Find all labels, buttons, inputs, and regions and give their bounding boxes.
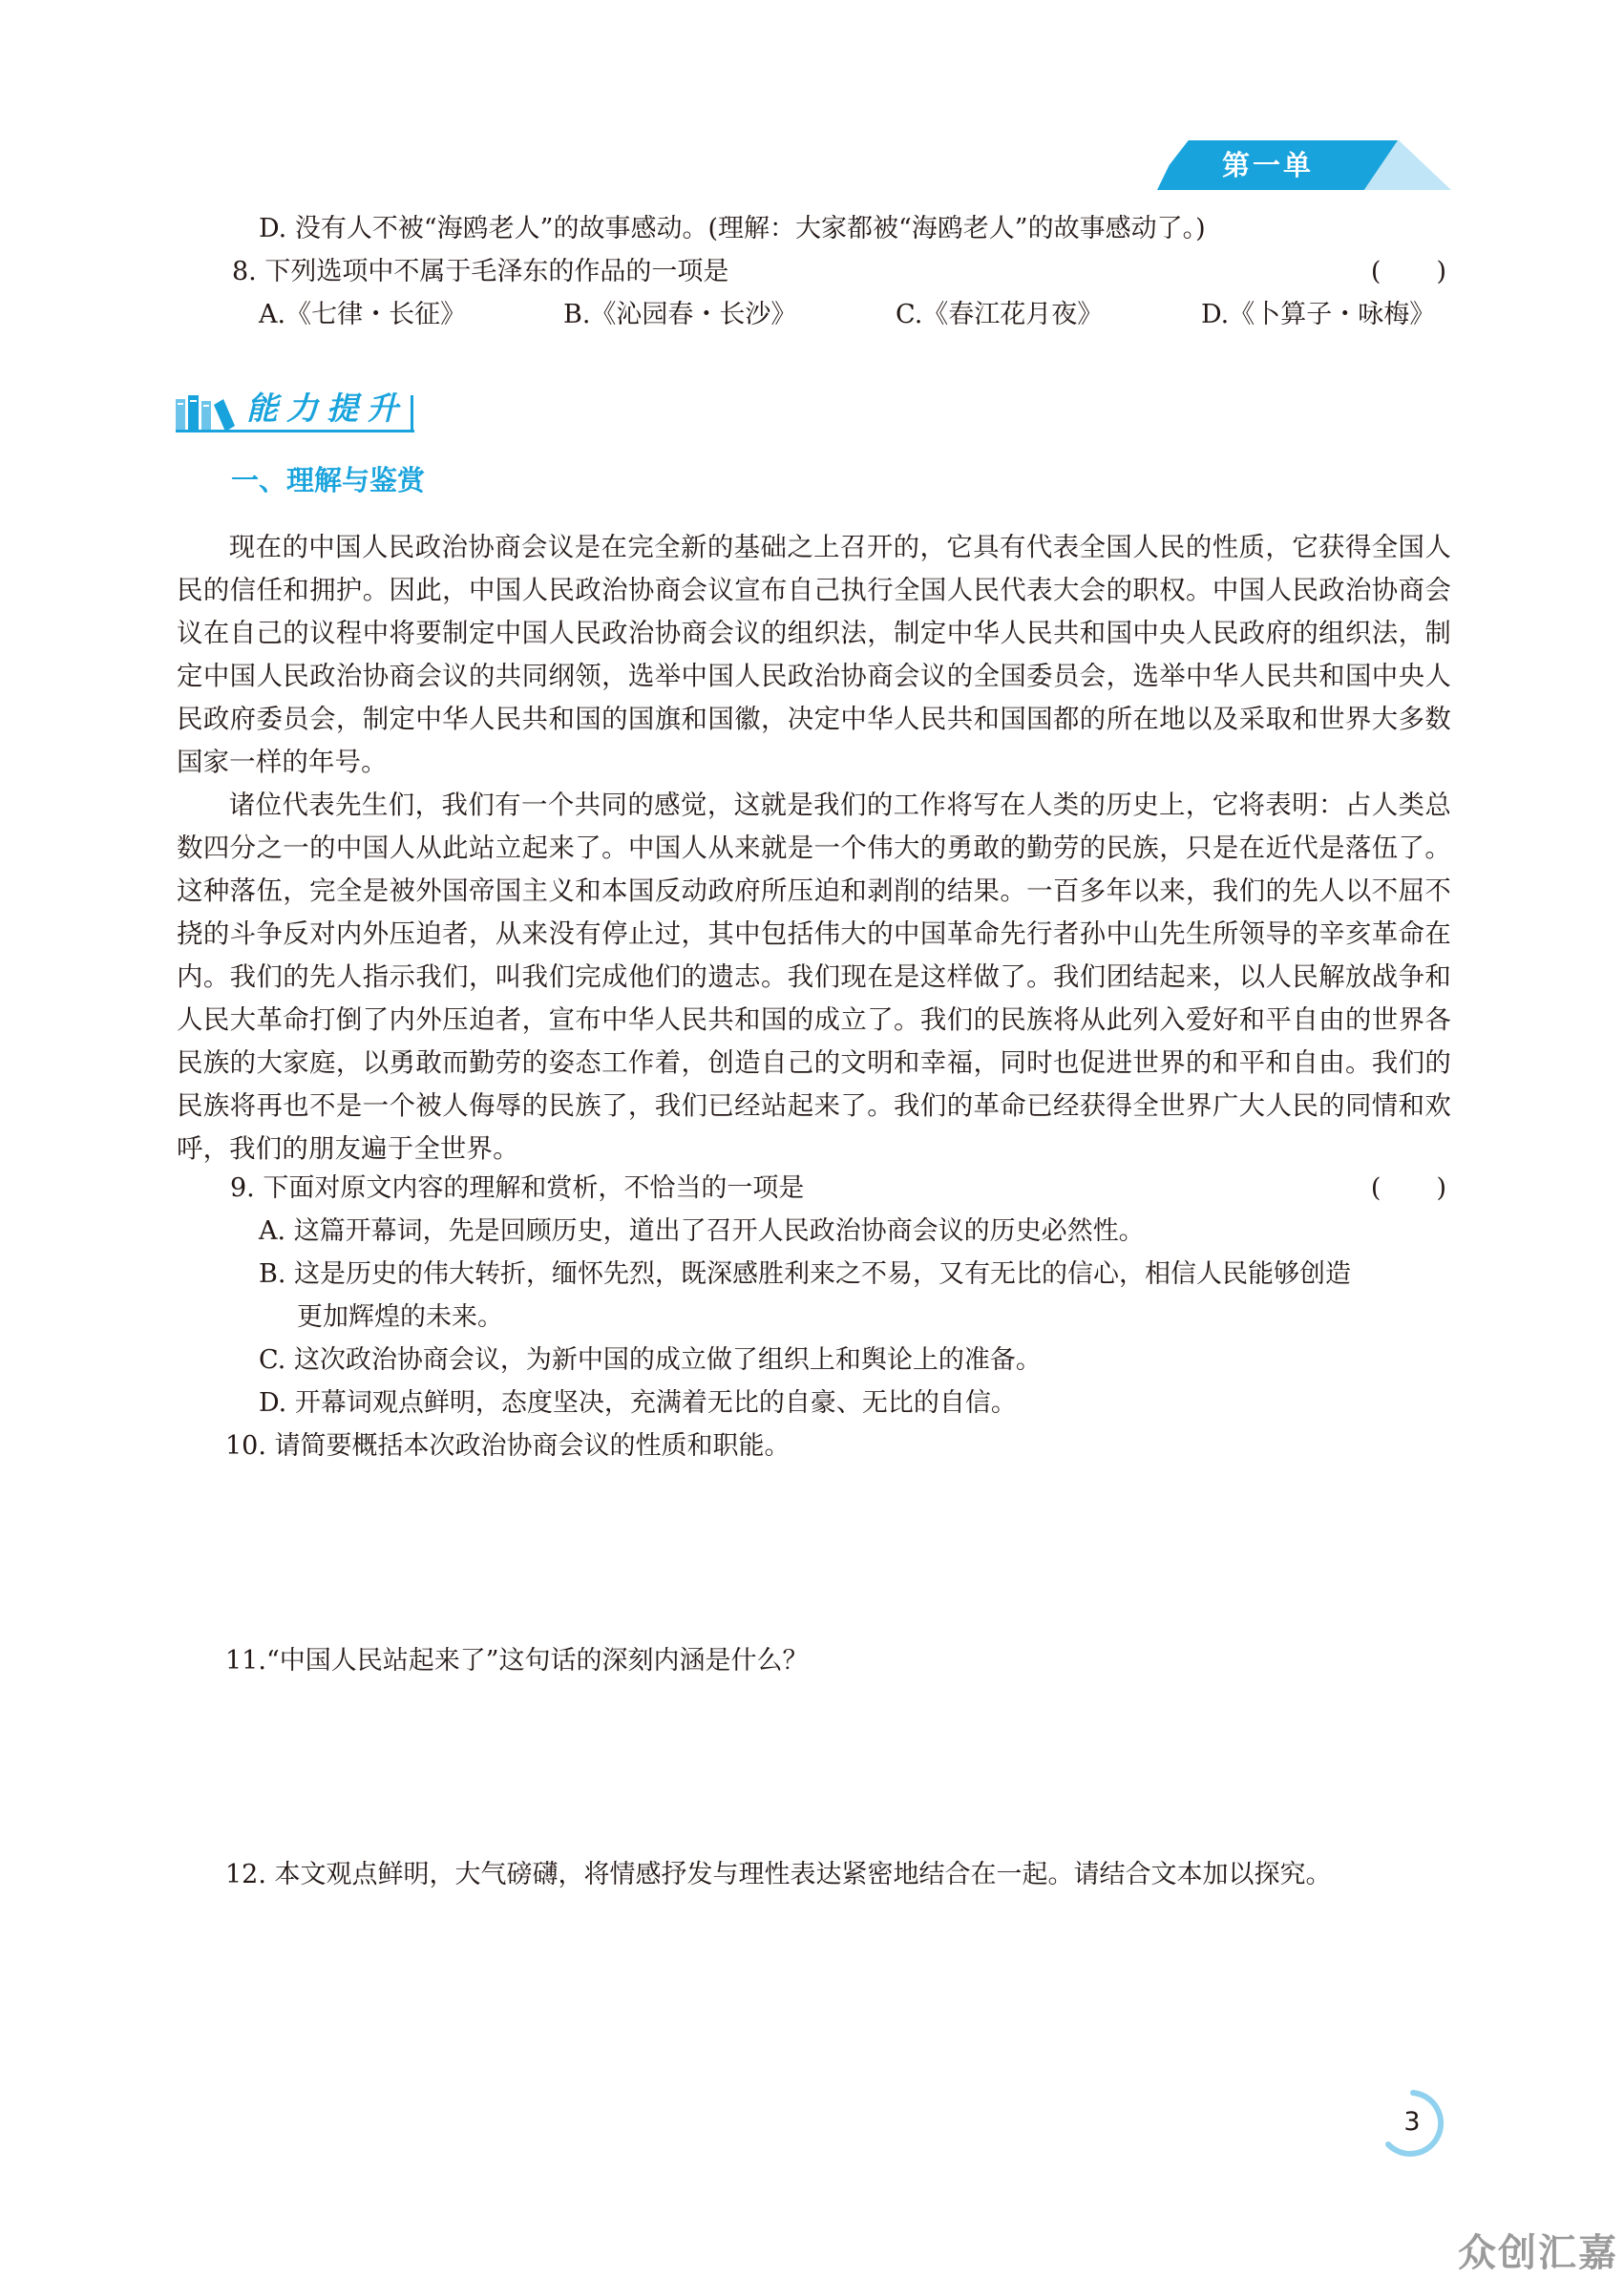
q8-option-d: D.《卜算子・咏梅》 — [1201, 300, 1436, 329]
q8-stem: 8. 下列选项中不属于毛泽东的作品的一项是 — [232, 257, 729, 286]
passage-paragraph-2: 诸位代表先生们，我们有一个共同的感觉，这就是我们的工作将写在人类的历史上，它将表明：占人类总数四分之一的中国人从此站立起来了。中国人从来就是一个伟大的勇敢的勤劳的民族，只是在近代是落伍了。这种落伍，完全是被外国帝国主义和本国反动政府所压迫和剥削的结果。一百多年以来，我们的先人以不屈不挠的斗争反对内外压迫者，从来没有停止过，其中包括伟大的中国革命先行者孙中山先生所领导的辛亥革命在内。我们的先人指示我们，叫我们完成他们的遗志。我们现在是这样做了。我们团结起来，以人民解放战争和人民大革命打倒了内外压迫者，宣布中华人民共和国的成立了。我们的民族将从此列入爱好和平自由的世界各民族的大家庭，以勇敢而勤劳的姿态工作着，创造自己的文明和幸福，同时也促进世界的和平和自由。我们的民族将再也不是一个被人侮辱的民族了，我们已经站起来了。我们的革命已经获得全世界广大人民的同情和欢呼，我们的朋友遍于全世界。 — [177, 791, 1451, 1164]
q11-stem: 11.“中国人民站起来了”这句话的深刻内涵是什么？ — [225, 1646, 809, 1676]
unit-label: 第一单元 — [1222, 149, 1315, 225]
subsection-title: 一、理解与鉴赏 — [231, 464, 426, 496]
q9-option-c: C. 这次政治协商会议，为新中国的成立做了组织上和舆论上的准备。 — [259, 1345, 1042, 1375]
watermark-logo: 众创汇嘉 — [1458, 2231, 1618, 2275]
reading-passage — [177, 526, 1451, 1171]
q9-option-b: B. 这是历史的伟大转折，缅怀先烈，既深感胜利来之不易，又有无比的信心，相信人民能够创造 — [259, 1259, 1352, 1289]
section-title: 能力提升 — [246, 390, 407, 427]
q10-answer-area[interactable] — [225, 1475, 1451, 1637]
q10-stem: 10. 请简要概括本次政治协商会议的性质和职能。 — [225, 1431, 791, 1461]
q8-answer-bracket[interactable] — [1371, 258, 1446, 286]
q9-stem: 9. 下面对原文内容的理解和赏析，不恰当的一项是 — [230, 1173, 805, 1203]
q8-paren-close: ) — [1436, 257, 1446, 286]
section-title-bar — [411, 395, 413, 430]
q9-paren-close: ) — [1436, 1173, 1446, 1203]
q8-option-b: B.《沁园春・长沙》 — [563, 300, 797, 329]
section-title-underline — [176, 430, 414, 432]
q8-option-a: A.《七律・长征》 — [259, 300, 467, 329]
q8-option-c: C.《春江花月夜》 — [896, 300, 1104, 329]
passage-paragraph-1: 现在的中国人民政治协商会议是在完全新的基础之上召开的，它具有代表全国人民的性质，它获得全国人民的信任和拥护。因此，中国人民政治协商会议宣布自己执行全国人民代表大会的职权。中国人民政治协商会议在自己的议程中将要制定中国人民政治协商会议的组织法，制定中华人民共和国中央人民政府的组织法，制定中国人民政治协商会议的共同纲领，选举中国人民政治协商会议的全国委员会，选举中华人民共和国中央人民政府委员会，制定中华人民共和国的国旗和国徽，决定中华人民共和国国都的所在地以及采取和世界大多数国家一样的年号。 — [177, 533, 1451, 777]
q9-answer-bracket[interactable] — [1371, 1174, 1446, 1203]
q8-paren-open: ( — [1370, 257, 1381, 286]
q12-stem: 12. 本文观点鲜明，大气磅礴，将情感抒发与理性表达紧密地结合在一起。请结合文本加以探究。 — [225, 1860, 1332, 1889]
q12-answer-area[interactable] — [225, 1905, 1451, 2077]
q9-option-a: A. 这篇开幕词，先是回顾历史，道出了召开人民政治协商会议的历史必然性。 — [259, 1216, 1145, 1246]
q9-paren-open: ( — [1370, 1173, 1381, 1203]
q9-option-d: D. 开幕词观点鲜明，态度坚决，充满着无比的自豪、无比的自信。 — [259, 1388, 1017, 1418]
page-number: 3 — [1403, 2107, 1421, 2137]
q11-answer-area[interactable] — [225, 1690, 1451, 1852]
q9-option-b-continued: 更加辉煌的未来。 — [297, 1302, 503, 1332]
books-icon — [176, 390, 237, 432]
q7-option-d: D. 没有人不被“海鸥老人”的故事感动。(理解：大家都被“海鸥老人”的故事感动了。) — [259, 214, 1206, 243]
